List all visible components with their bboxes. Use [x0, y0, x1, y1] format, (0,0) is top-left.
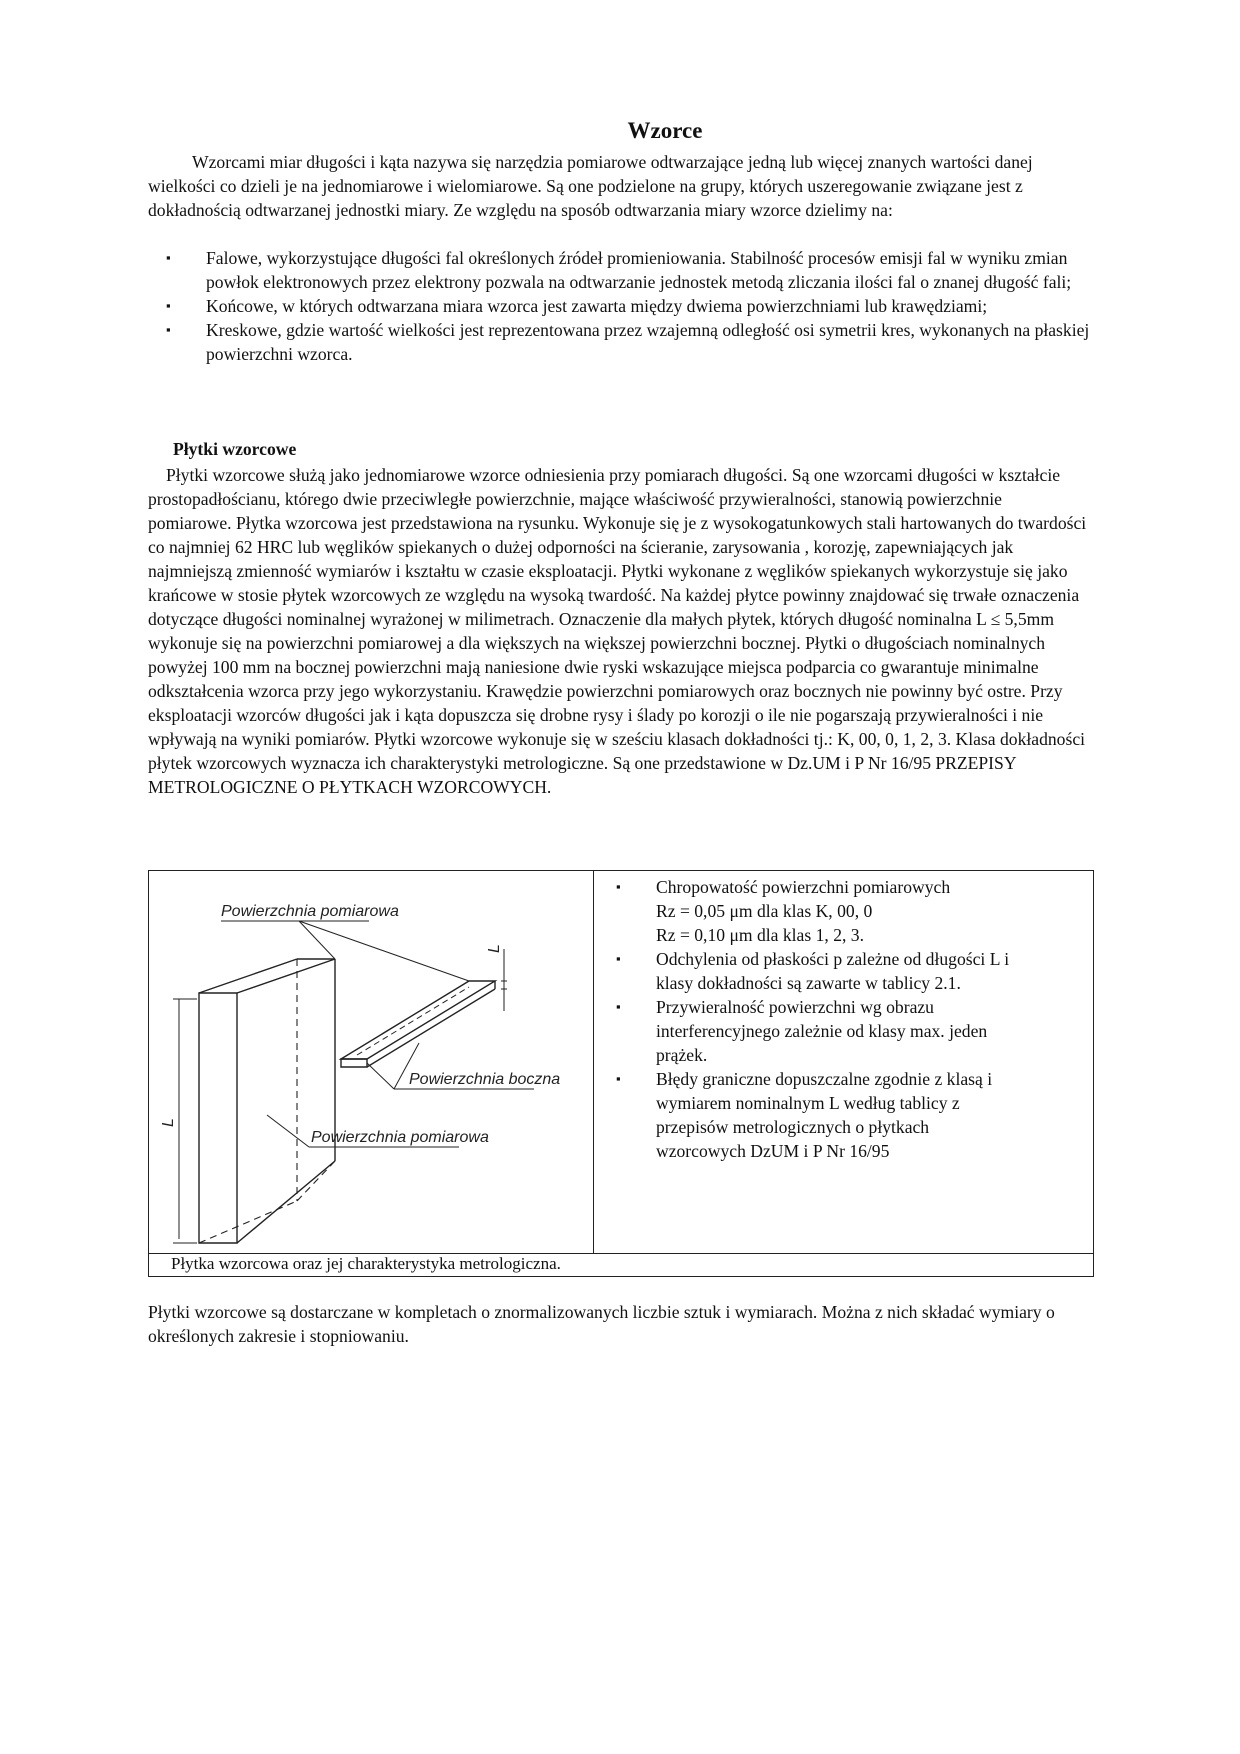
label-measuring-surface-top: Powierzchnia pomiarowa	[221, 903, 399, 920]
label-dimension-l: L	[160, 1118, 177, 1127]
bullet-icon: ▪	[616, 999, 621, 1014]
bullet-icon: ▪	[166, 322, 171, 337]
list-item: ▪ Chropowatość powierzchni pomiarowych Rz = 0,05 μm dla klas K, 00, 0 Rz = 0,10 μm dla klas 1, 2, 3.	[616, 875, 1016, 947]
body-paragraph	[148, 463, 1088, 799]
page-title: Wzorce	[627, 118, 703, 143]
bullet-icon: ▪	[616, 1071, 621, 1086]
figure-caption: Płytka wzorcowa oraz jej charakterystyka metrologiczna.	[149, 1254, 1094, 1277]
bullet-icon: ▪	[166, 298, 171, 313]
list-item: ▪ Błędy graniczne dopuszczalne zgodnie z klasą i wymiarem nominalnym L według tablicy z przepisów metrologicznych o płytkach wzorcowych DzUM i P Nr 16/95	[616, 1069, 993, 1161]
list-item: ▪ Końcowe, w których odtwarzana miara wzorca jest zawarta między dwiema powierzchniami lub krawędziami;	[166, 296, 988, 316]
label-side-surface: Powierzchnia boczna	[409, 1071, 561, 1088]
drawing-cell	[149, 871, 594, 1254]
list-item: ▪ Falowe, wykorzystujące długości fal określonych źródeł promieniowania. Stabilność procesów emisji fal w wyniku zmian powłok elektronowych przez elektrony pozwala na odtwarzanie jednostek metodą zliczania ilości fal o znanej długość fali;	[166, 248, 1072, 292]
list-item: ▪ Przywieralność powierzchni wg obrazu interferencyjnego zależnie od klasy max. jeden prążek.	[616, 997, 988, 1065]
list-item: ▪ Kreskowe, gdzie wartość wielkości jest reprezentowana przez wzajemną odległość osi symetrii kres, wykonanych na płaskiej powierzchni wzorca.	[166, 320, 1090, 364]
closing-paragraph: Płytki wzorcowe są dostarczane w kompletach o znormalizowanych liczbie sztuk i wymiarach. Można z nich składać wymiary o określonych zakresie i stopniowaniu.	[148, 1302, 1055, 1346]
label-dimension-l-small: L	[486, 944, 503, 953]
bullet-icon: ▪	[616, 879, 621, 894]
bullet-icon: ▪	[616, 951, 621, 966]
intro-text: Wzorcami miar długości i kąta nazywa się narzędzia pomiarowe odtwarzające jedną lub więcej znanych wartości danej wielkości co dzieli je na jednomiarowe i wielomiarowe. Są one podzielone na grupy, których uszeregowanie związane jest z dokładnością odtwarzanej jednostki miary. Ze względu na sposób odtwarzania miary wzorce dzielimy na:	[148, 152, 1033, 220]
specs-cell	[594, 871, 1094, 1254]
spec-subline: Rz = 0,05 μm dla klas K, 00, 0	[656, 901, 873, 921]
gauge-block-drawing	[149, 871, 593, 1253]
intro-paragraph	[148, 150, 1088, 222]
spec-subline: Rz = 0,10 μm dla klas 1, 2, 3.	[656, 925, 864, 945]
metrology-specs-list	[616, 875, 1016, 1163]
bullet-icon: ▪	[166, 250, 171, 265]
body-text: Płytki wzorcowe służą jako jednomiarowe wzorce odniesienia przy pomiarach długości. Są one wzorcami długości w kształcie prostopadłościanu, którego dwie przeciwległe powierzchnie, mające właściwość przywieralności, stanowią powierzchnie pomiarowe. Płytka wzorcowa jest przedstawiona na rysunku. Wykonuje się je z wysokogatunkowych stali hartowanych do twardości co najmniej 62 HRC lub węglików spiekanych o dużej odporności na ścieranie, zarysowania , korozję, zapewniających jak najmniejszą zmienność wymiarów i kształtu w czasie eksploatacji. Płytki wykonane z węglików spiekanych wykorzystuje się jako krańcowe w stosie płytek wzorcowych ze względu na wysoką twardość. Na każdej płytce powinny znajdować się trwałe oznaczenia dotyczące długości nominalnej wyrażonej w milimetrach. Oznaczenie dla małych płytek, których długość nominalna L ≤ 5,5mm wykonuje się na powierzchni pomiarowej a dla większych na większej powierzchni bocznej. Płytki o długościach nominalnych powyżej 100 mm na bocznej powierzchni mają naniesione dwie ryski wskazujące miejsca podparcia co gwarantuje minimalne odkształcenia wzorca przy jego wykorzystaniu. Krawędzie powierzchni pomiarowych oraz bocznych nie powinny być ostre. Przy eksploatacji wzorców długości jak i kąta dopuszcza się drobne rysy i ślady po korozji o ile nie pogarszają przywieralności i nie wpływają na wyniki pomiarów. Płytki wzorcowe wykonuje się w sześciu klasach dokładności tj.: K, 00, 0, 1, 2, 3. Klasa dokładności płytek wzorcowych wyznacza ich charakterystyki metrologiczne. Są one przedstawione w Dz.UM i P Nr 16/95 PRZEPISY METROLOGICZNE O PŁYTKACH WZORCOWYCH.	[148, 465, 1087, 797]
list-item: ▪ Odchylenia od płaskości p zależne od długości L i klasy dokładności są zawarte w tablicy 2.1.	[616, 949, 1010, 993]
gauge-types-list	[166, 246, 1091, 366]
label-measuring-surface-bottom: Powierzchnia pomiarowa	[311, 1129, 489, 1146]
section-heading: Płytki wzorcowe	[173, 439, 297, 459]
figure-table	[148, 870, 1094, 1277]
